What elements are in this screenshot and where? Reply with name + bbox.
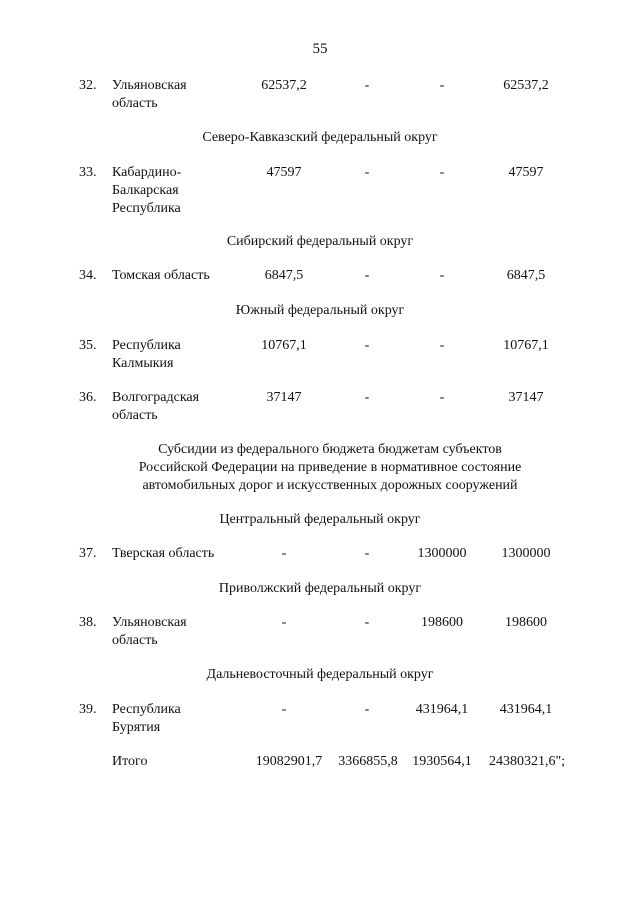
region-name: Республика Калмыкия <box>112 338 181 371</box>
total-label: Итого <box>112 754 148 769</box>
value-col-1: - <box>281 546 287 561</box>
row-number: 39. <box>79 702 97 717</box>
table-row <box>0 389 640 449</box>
value-col-3: - <box>439 78 445 93</box>
region-name: Волгоградская область <box>112 390 200 423</box>
value-col-4: 431964,1 <box>499 702 553 717</box>
region-name: Томская область <box>112 268 210 283</box>
district-heading: Приволжский федеральный округ <box>218 581 422 596</box>
value-col-1: 47597 <box>266 165 302 180</box>
region-name: Тверская область <box>112 546 215 561</box>
page-number: 55 <box>312 41 328 57</box>
district-heading: Центральный федеральный округ <box>219 512 421 527</box>
region-name: Ульяновская область <box>112 78 187 111</box>
district-heading: Сибирский федеральный округ <box>226 234 414 249</box>
value-col-1: - <box>281 702 287 717</box>
value-col-1: 37147 <box>266 390 302 405</box>
value-col-3: 1300000 <box>417 546 467 561</box>
value-col-4: 6847,5 <box>506 268 546 283</box>
value-col-2: - <box>364 165 370 180</box>
district-heading: Северо-Кавказский федеральный округ <box>202 130 438 145</box>
total-col-3: 1930564,1 <box>412 754 472 769</box>
region-name: Ульяновская область <box>112 615 187 648</box>
district-heading: Южный федеральный округ <box>235 303 405 318</box>
row-number: 35. <box>79 338 97 353</box>
section-title: Субсидии из федерального бюджета бюджетам субъектов Российской Федерации на приведение в нормативное состояние автомобильных дорог и искусственных дорожных сооружений <box>138 442 522 493</box>
value-col-3: - <box>439 268 445 283</box>
value-col-1: 62537,2 <box>261 78 307 93</box>
row-number: 38. <box>79 615 97 630</box>
row-number: 34. <box>79 268 97 283</box>
value-col-3: - <box>439 165 445 180</box>
value-col-1: 6847,5 <box>264 268 304 283</box>
value-col-3: - <box>439 390 445 405</box>
table-row <box>0 337 640 397</box>
total-col-2: 3366855,8 <box>338 754 398 769</box>
district-heading: Дальневосточный федеральный округ <box>206 667 434 682</box>
value-col-2: - <box>364 268 370 283</box>
region-name: Кабардино- Балкарская Республика <box>112 165 182 216</box>
value-col-2: - <box>364 78 370 93</box>
region-name: Республика Бурятия <box>112 702 181 735</box>
value-col-3: 198600 <box>421 615 463 630</box>
total-col-4: 24380321,6"; <box>488 754 566 769</box>
value-col-4: 1300000 <box>501 546 551 561</box>
row-number: 36. <box>79 390 97 405</box>
total-col-1: 19082901,7 <box>255 754 323 769</box>
value-col-4: 47597 <box>508 165 544 180</box>
value-col-3: 431964,1 <box>415 702 469 717</box>
value-col-4: 198600 <box>505 615 547 630</box>
table-row <box>0 77 640 137</box>
value-col-2: - <box>364 546 370 561</box>
row-number: 32. <box>79 78 97 93</box>
table-row <box>0 164 640 224</box>
value-col-2: - <box>364 390 370 405</box>
value-col-4: 62537,2 <box>503 78 549 93</box>
value-col-2: - <box>364 702 370 717</box>
table-row <box>0 701 640 761</box>
value-col-4: 37147 <box>508 390 544 405</box>
value-col-2: - <box>364 615 370 630</box>
value-col-2: - <box>364 338 370 353</box>
value-col-3: - <box>439 338 445 353</box>
value-col-1: - <box>281 615 287 630</box>
table-row <box>0 614 640 674</box>
value-col-4: 10767,1 <box>503 338 549 353</box>
row-number: 33. <box>79 165 97 180</box>
value-col-1: 10767,1 <box>261 338 307 353</box>
row-number: 37. <box>79 546 97 561</box>
total-row <box>0 753 640 813</box>
